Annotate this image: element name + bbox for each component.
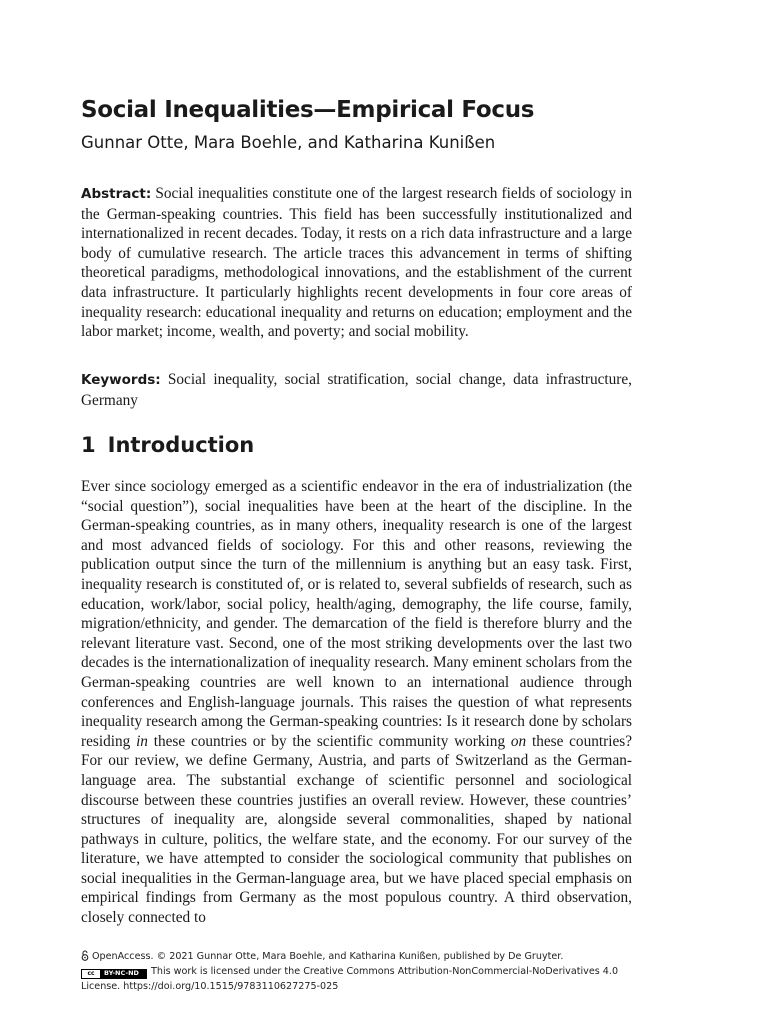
- footer-license-line: [81, 964, 681, 979]
- section-heading: [81, 430, 632, 460]
- open-access-text: OpenAccess. © 2021 Gunnar Otte, Mara Boehle, and Katharina Kunißen, published by De Gruyter.: [92, 951, 564, 962]
- article-authors: Gunnar Otte, Mara Boehle, and Katharina Kunißen: [81, 133, 496, 152]
- body-emphasis-in: in: [136, 732, 148, 750]
- section-number: 1: [81, 433, 96, 457]
- cc-license-badge-text: BY-NC-ND: [104, 969, 139, 977]
- footer-open-access-line: [81, 949, 681, 964]
- footer: [81, 949, 681, 994]
- cc-logo-icon: cc: [82, 970, 100, 978]
- license-doi-text: License. https://doi.org/10.1515/9783110627275-025: [81, 981, 339, 992]
- abstract-label: Abstract:: [81, 186, 152, 202]
- abstract: [81, 184, 632, 342]
- body-paragraph: [81, 477, 632, 928]
- footer-doi-line: [81, 979, 681, 994]
- abstract-text: Social inequalities constitute one of the largest research fields of sociology in the German-speaking countries. This field has been successfully institutionalized and internationalized in recent decades. Today, it rests on a rich data infrastructure and a large body of cumulative research. The article traces this advancement in terms of shifting theoretical paradigms, methodological innovations, and the establishment of the current data infrastructure. It particularly highlights recent developments in four core areas of inequality research: educational inequality and returns on education; employment and the labor market; income, wealth, and poverty; and social mobility.: [81, 185, 632, 341]
- body-text-part1: Ever since sociology emerged as a scientific endeavor in the era of industrialization (the “social question”), social inequalities have been at the heart of the discipline. In the German-speaking countries, as in many others, inequality research is one of the largest and most advanced fields of sociology. For this and other reasons, reviewing the publication output since the turn of the millennium is anything but an easy task. First, inequality research is constituted of, or is related to, several subfields of research, such as education, work/labor, social policy, health/aging, demography, the life course, family, migration/ethnicity, and gender. The demarcation of the field is therefore blurry and the relevant literature vast. Second, one of the most striking developments over the last two decades is the internationalization of inequality research. Many eminent scholars from the German-speaking countries are well known to an international audience through conferences and English-language journals. This raises the question of what represents inequality research among the German-speaking countries: Is it research done by scholars residing: [81, 478, 632, 750]
- keywords: [81, 370, 632, 410]
- body-text-part3: these countries? For our review, we define Germany, Austria, and parts of Switzerland as the German-language area. The substantial exchange of scientific personnel and sociological discourse between these countries justifies an overall review. However, these countries’ structures of inequality are, alongside several commonalities, shaped by national pathways in culture, politics, the welfare state, and the economy. For our survey of the literature, we have attempted to consider the sociological community that publishes on social inequalities in the German-language area, but we have placed special emphasis on empirical findings from Germany as the most populous country. A third observation, closely connected to: [81, 732, 633, 927]
- cc-license-badge: [81, 969, 147, 979]
- article-title: Social Inequalities—Empirical Focus: [81, 97, 535, 123]
- keywords-text: Social inequality, social stratification, social change, data infrastructure, Germany: [81, 371, 632, 409]
- body-emphasis-on: on: [510, 732, 527, 750]
- keywords-label: Keywords:: [81, 372, 161, 388]
- open-access-icon: [81, 950, 89, 961]
- body-text-part2: these countries or by the scientific community working: [147, 732, 511, 750]
- section-title: Introduction: [107, 433, 255, 457]
- license-text: This work is licensed under the Creative Commons Attribution-NonCommercial-NoDerivatives 4.0: [151, 966, 619, 977]
